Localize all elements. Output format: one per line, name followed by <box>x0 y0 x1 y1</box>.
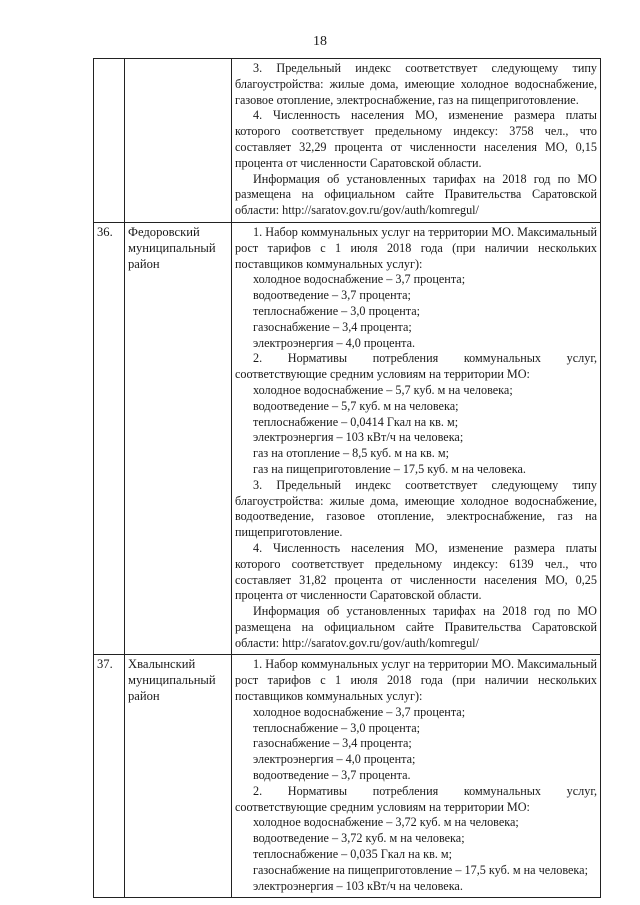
list-item: газоснабжение на пищеприготовление – 17,5 куб. м на человека; <box>253 862 588 877</box>
row-content-cell <box>232 655 601 898</box>
list-item: холодное водоснабжение – 3,7 процента; <box>253 272 466 287</box>
list-item: водоотведение – 3,7 процента. <box>253 768 411 783</box>
paragraph: 1. Набор коммунальных услуг на территории МО. Максимальный рост тарифов с 1 июля 2018 года (при наличии нескольких поставщиков коммунальных услуг): <box>235 224 597 271</box>
list-item: водоотведение – 3,7 процента; <box>253 288 411 303</box>
paragraph: Информация об установленных тарифах на 2018 год по МО размещена на официальном сайте Правительства Саратовской области: http://saratov.gov.ru/gov/auth/komregul/ <box>235 171 597 218</box>
list-item: электроэнергия – 103 кВт/ч на человека. <box>253 878 463 893</box>
table-row <box>94 655 601 898</box>
row-number-cell: 37. <box>94 655 125 898</box>
list-item: водоотведение – 3,72 куб. м на человека; <box>253 831 465 846</box>
row-number-cell <box>94 59 125 223</box>
list-item: теплоснабжение – 3,0 процента; <box>253 720 421 735</box>
municipality-name-cell: Хвалынский муниципальный район <box>125 655 232 898</box>
paragraph: 4. Численность населения МО, изменение размера платы которого соответствует предельному индексу: 3758 чел., что составляет 32,29 процента от численности населения МО, 0,15 процента от численности Саратовской области. <box>235 108 597 170</box>
paragraph: 3. Предельный индекс соответствует следующему типу благоустройства: жилые дома, имеющие холодное водоснабжение, водоотведение, газовое отопление, электроснабжение, газ на пищеприготовление. <box>235 477 597 540</box>
list-item: газ на пищеприготовление – 17,5 куб. м на человека. <box>253 461 526 476</box>
list-item: теплоснабжение – 0,0414 Гкал на кв. м; <box>253 414 459 429</box>
table-body <box>94 59 601 898</box>
list-item: холодное водоснабжение – 3,7 процента; <box>253 704 466 719</box>
list-item: электроэнергия – 4,0 процента. <box>253 335 416 350</box>
paragraph: Информация об установленных тарифах на 2018 год по МО размещена на официальном сайте Правительства Саратовской области: http://saratov.gov.ru/gov/auth/komregul/ <box>235 604 597 650</box>
list-item: теплоснабжение – 3,0 процента; <box>253 303 421 318</box>
table-row <box>94 59 601 223</box>
paragraph: 1. Набор коммунальных услуг на территории МО. Максимальный рост тарифов с 1 июля 2018 года (при наличии нескольких поставщиков коммунальных услуг): <box>235 657 597 704</box>
list-item: электроэнергия – 103 кВт/ч на человека; <box>253 430 464 445</box>
list-item: газоснабжение – 3,4 процента; <box>253 319 412 334</box>
municipality-name-cell <box>125 59 232 223</box>
list-item: электроэнергия – 4,0 процента; <box>253 752 416 767</box>
municipality-name-cell: Федоровский муниципальный район <box>125 222 232 655</box>
paragraph: 2. Нормативы потребления коммунальных услуг, соответствующие средним условиям на территории МО: <box>235 351 597 382</box>
list-item: газоснабжение – 3,4 процента; <box>253 736 412 751</box>
list-item: газ на отопление – 8,5 куб. м на кв. м; <box>253 446 449 461</box>
paragraph: 2. Нормативы потребления коммунальных услуг, соответствующие средним условиям на территории МО: <box>235 783 597 814</box>
list-item: теплоснабжение – 0,035 Гкал на кв. м; <box>253 847 453 862</box>
paragraph: 3. Предельный индекс соответствует следующему типу благоустройства: жилые дома, имеющие холодное водоснабжение, газовое отопление, электроснабжение, газ на пищеприготовление. <box>235 61 597 107</box>
row-content-cell <box>232 59 601 223</box>
paragraph: 4. Численность населения МО, изменение размера платы которого соответствует предельному индексу: 6139 чел., что составляет 31,82 процента от численности населения МО, 0,25 процента от численности Саратовской области. <box>235 540 597 603</box>
row-number-cell: 36. <box>94 222 125 655</box>
list-item: холодное водоснабжение – 5,7 куб. м на человека; <box>253 382 513 397</box>
page-number: 18 <box>313 34 327 49</box>
list-item: холодное водоснабжение – 3,72 куб. м на человека; <box>253 815 519 830</box>
tariff-table <box>93 58 601 898</box>
list-item: водоотведение – 5,7 куб. м на человека; <box>253 398 459 413</box>
table-row <box>94 222 601 655</box>
row-content-cell <box>232 222 601 655</box>
